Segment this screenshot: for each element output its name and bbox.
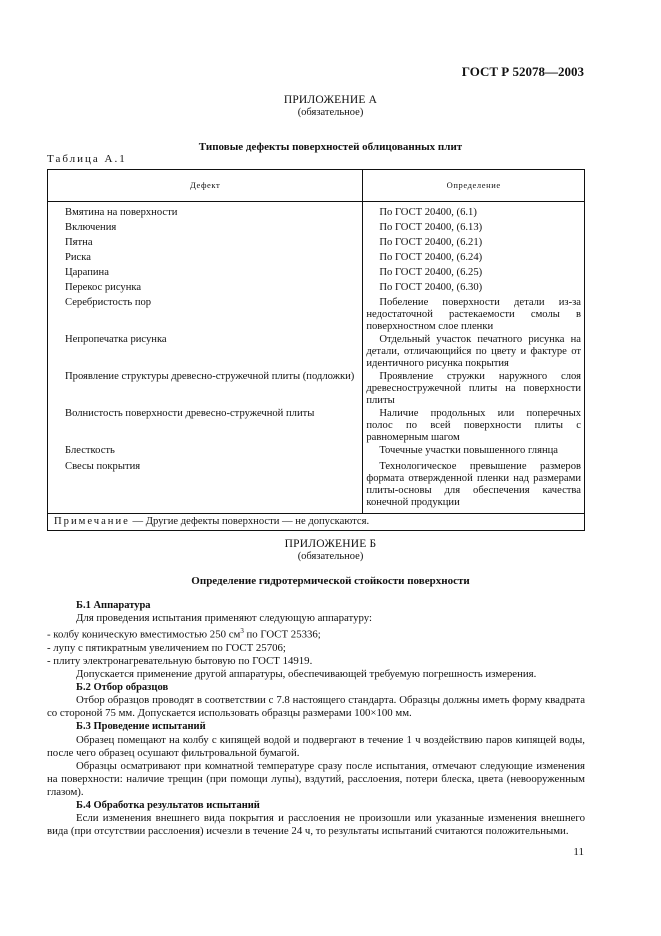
defect-cell: Свесы покрытия [65, 460, 141, 472]
appendix-b-title: Определение гидротермической стойкости поверхности [191, 575, 470, 587]
page-number: 11 [573, 846, 584, 858]
superscript: 3 [240, 627, 244, 636]
section-heading-b3: Б.3 Проведение испытаний [76, 721, 206, 733]
table-row [48, 297, 585, 334]
table-row [48, 408, 585, 445]
section-heading-b4: Б.4 Обработка результатов испытаний [76, 800, 260, 811]
list-item-text: по ГОСТ 25336; [243, 628, 321, 641]
defect-cell: Включения [65, 221, 117, 233]
section-heading-b2: Б.2 Отбор образцов [76, 682, 169, 694]
definition-cell: По ГОСТ 20400, (6.21) [379, 236, 483, 248]
defects-table [47, 169, 585, 531]
list-item: - лупу с пятикратным увеличением по ГОСТ 25706; [47, 641, 286, 654]
definition-cell: Отдельный участок печатного рисунка на детали, отличающийся по цвету и фактуре от идентичного рисунка покрытия [366, 333, 581, 370]
table-row [48, 445, 585, 461]
paragraph: Отбор образцов проводят в соответствии с 7.8 настоящего стандарта. Образцы должны иметь форму квадрата со стороной 75 мм. Допускается использовать образцы размерами 100×100 мм. [47, 694, 585, 720]
defect-cell: Перекос рисунка [65, 281, 142, 293]
table-row [48, 282, 585, 297]
definition-cell: Проявление стружки наружного слоя древесностружечной плиты на поверхности плиты [366, 370, 581, 407]
definition-cell: Технологическое превышение размеров формата отвержденной пленки над размерами плиты-основы для обеспечения качества конечной продукции [366, 460, 581, 509]
section-heading-b1: Б.1 Аппаратура [76, 600, 151, 611]
defect-cell: Царапина [65, 266, 109, 278]
appendix-a-title: Типовые дефекты поверхностей облицованных плит [198, 141, 463, 153]
definition-cell: Побеление поверхности детали из-за недостаточной растекаемости смолы в поверхностном слое пленки [366, 296, 581, 333]
note-text: — Другие дефекты поверхности — не допускаются. [129, 515, 370, 527]
table-row [48, 252, 585, 267]
definition-cell: По ГОСТ 20400, (6.25) [379, 266, 483, 278]
definition-cell: Наличие продольных или поперечных полос по всей поверхности плиты с равномерным шагом [366, 407, 581, 444]
defect-cell: Серебристость пор [65, 296, 152, 308]
paragraph: Допускается применение другой аппаратуры, обеспечивающей требуемую погрешность измерения. [76, 668, 537, 681]
table-label: Таблица А.1 [47, 153, 127, 165]
table-row [48, 222, 585, 237]
table-row [48, 267, 585, 282]
paragraph: Образец помещают на колбу с кипящей водой и подвергают в течение 1 ч воздействию паров кипящей воды, после чего образец осушают фильтровальной бумагой. [47, 733, 585, 759]
appendix-a-status: (обязательное) [297, 107, 364, 118]
note-label: Примечание [54, 515, 130, 527]
table-row [48, 371, 585, 408]
defect-cell: Проявление структуры древесно-стружечной плиты (подложки) [65, 370, 355, 382]
table-row [48, 334, 585, 371]
appendix-b-heading: ПРИЛОЖЕНИЕ Б [284, 538, 377, 550]
appendix-b-body [47, 599, 585, 838]
table-row [48, 461, 585, 514]
paragraph: Образцы осматривают при комнатной температуре сразу после испытания, отмечают следующие изменения на поверхности: наличие трещин (при помощи лупы), вздутий, расслоения, потери блеска, цвета (невооруженным глазом). [47, 759, 585, 798]
table-row [48, 207, 585, 222]
definition-cell: По ГОСТ 20400, (6.13) [379, 221, 483, 233]
paragraph: Для проведения испытания применяют следующую аппаратуру: [76, 612, 372, 625]
definition-cell: По ГОСТ 20400, (6.30) [379, 281, 483, 293]
list-item-text: - колбу коническую вместимостью 250 см [47, 628, 241, 641]
appendix-b-status: (обязательное) [297, 551, 364, 562]
list-item [47, 625, 585, 642]
definition-cell: Точечные участки повышенного глянца [379, 444, 559, 456]
defect-cell: Блесткость [65, 444, 115, 456]
column-header-defect: Дефект [48, 170, 363, 202]
document-code: ГОСТ Р 52078—2003 [461, 64, 584, 79]
definition-cell: По ГОСТ 20400, (6.1) [379, 206, 477, 218]
list-item: - плиту электронагревательную бытовую по ГОСТ 14919. [47, 654, 313, 667]
defect-cell: Непропечатка рисунка [65, 333, 167, 345]
defect-cell: Вмятина на поверхности [65, 206, 178, 218]
definition-cell: По ГОСТ 20400, (6.24) [379, 251, 483, 263]
defect-cell: Волнистость поверхности древесно-стружечной плиты [65, 407, 315, 419]
column-header-definition: Определение [363, 170, 585, 202]
defect-cell: Пятна [65, 236, 93, 248]
table-note [48, 513, 585, 530]
defect-cell: Риска [65, 251, 91, 263]
table-row [48, 237, 585, 252]
paragraph: Если изменения внешнего вида покрытия и расслоения не произошли или указанные изменения внешнего вида (при отсутствии расслоения) исчезли в течение 24 ч, то результаты испытаний считаются положительными. [47, 812, 585, 838]
appendix-a-heading: ПРИЛОЖЕНИЕ А [283, 94, 378, 106]
